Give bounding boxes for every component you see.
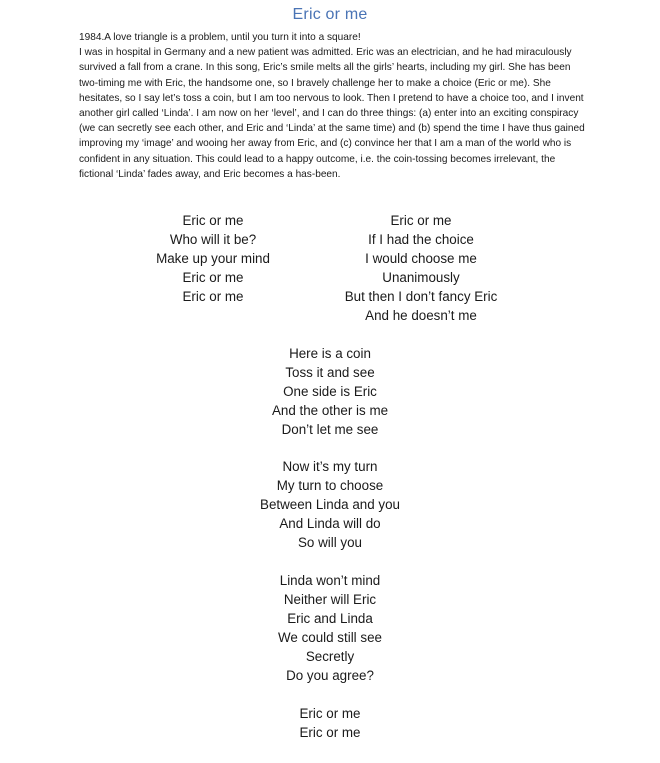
lyrics-stanza bbox=[230, 704, 430, 742]
lyric-line: Linda won’t mind bbox=[279, 573, 381, 588]
document-title: Eric or me bbox=[292, 6, 368, 23]
lyric-line: Do you agree? bbox=[286, 668, 374, 683]
lyric-line: Secretly bbox=[305, 649, 355, 664]
lyric-line: I would choose me bbox=[365, 251, 477, 266]
lyric-line: Neither will Eric bbox=[283, 592, 377, 607]
lyric-line: And the other is me bbox=[271, 403, 389, 418]
intro-text bbox=[79, 30, 589, 182]
lyric-line: Don’t let me see bbox=[281, 422, 379, 437]
lyric-line: We could still see bbox=[278, 630, 382, 645]
lyric-line: Make up your mind bbox=[156, 251, 270, 266]
lyric-line: Now it’s my turn bbox=[282, 459, 378, 474]
lyrics-stanza bbox=[230, 457, 430, 552]
lyric-line: My turn to choose bbox=[276, 478, 384, 493]
lyric-line: Eric or me bbox=[182, 213, 244, 228]
lyric-line: Eric or me bbox=[390, 213, 452, 228]
lyric-line: Eric or me bbox=[299, 706, 361, 721]
lyric-line: So will you bbox=[297, 535, 362, 550]
lyric-line: Here is a coin bbox=[289, 346, 371, 361]
lyric-line: One side is Eric bbox=[283, 384, 377, 399]
lyric-line: Between Linda and you bbox=[260, 497, 400, 512]
lyric-line: But then I don’t fancy Eric bbox=[344, 289, 498, 304]
lyrics-stanza bbox=[321, 211, 521, 325]
intro-first-line: 1984.A love triangle is a problem, until you turn it into a square! bbox=[79, 32, 361, 43]
lyric-line: Eric or me bbox=[299, 725, 361, 740]
lyric-line: Eric or me bbox=[182, 270, 244, 285]
lyrics-stanza bbox=[230, 344, 430, 439]
lyric-line: If I had the choice bbox=[368, 232, 474, 247]
lyric-line: Eric and Linda bbox=[287, 611, 373, 626]
lyric-line: Unanimously bbox=[382, 270, 460, 285]
lyrics-stanza bbox=[113, 211, 313, 306]
intro-paragraph: I was in hospital in Germany and a new patient was admitted. Eric was an electrician, and he had miraculously survived a fall from a crane. In this song, Eric’s smile melts all the girls’ hearts, including my girl. She has been two-timing me with Eric, the handsome one, so I bravely challenge her to make a choice (Eric or me). She hesitates, so I say let’s toss a coin, but I am too nervous to look. Then I pretend to have a choice too, and I invent another girl called ‘Linda’. I am now on her ‘level’, and I can do three things: (a) enter into an exciting conspiracy (we can secretly see each other, and Eric and ‘Linda’ at the same time) and (b) spend the time I have thus gained improving my ‘image’ and wooing her away from Eric, and (c) convince her that I am a man of the world who is confident in any situation. This could lead to a happy outcome, i.e. the coin-tossing becomes irrelevant, the fictional ‘Linda’ fades away, and Eric becomes a has-been. bbox=[79, 47, 585, 180]
lyric-line: Who will it be? bbox=[169, 232, 257, 247]
lyric-line: Toss it and see bbox=[285, 365, 375, 380]
lyric-line: And Linda will do bbox=[279, 516, 381, 531]
lyrics-stanza bbox=[230, 571, 430, 685]
lyric-line: Eric or me bbox=[182, 289, 244, 304]
lyric-line: And he doesn’t me bbox=[365, 308, 477, 323]
